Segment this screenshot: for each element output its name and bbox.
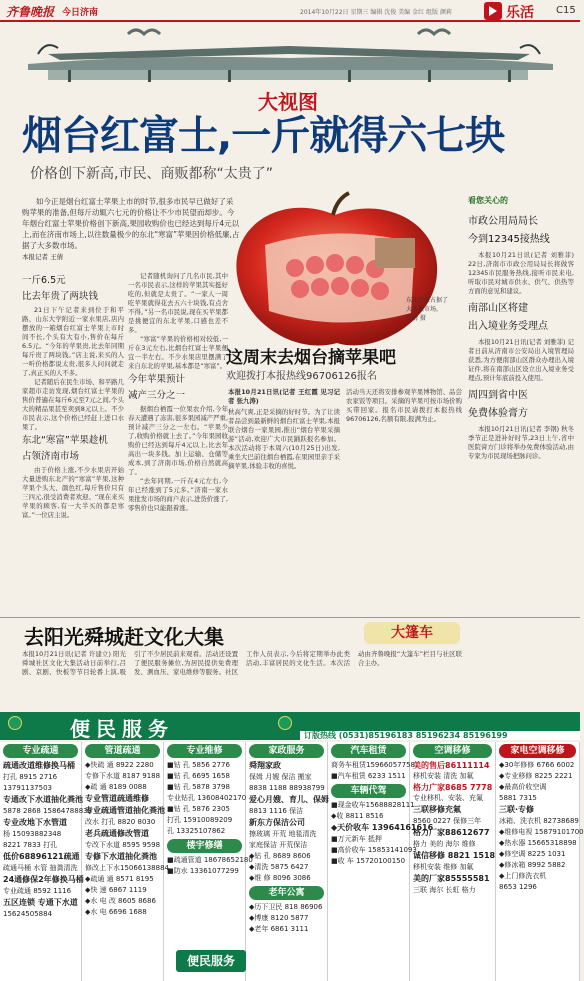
sidebar-item-body: 本报10月21日讯(记者 刘雅菲) 22日,济南市市政公用局局长将做客12345市民服务热线,接听市民来电,听取市民对城市供水、供气、供热等方面的意见和建议。 xyxy=(468,251,574,295)
page-header xyxy=(0,0,580,22)
services-bottom-logo: 便民服务 xyxy=(176,950,246,972)
service-listing: ◆修冰箱 8992 5882 xyxy=(499,861,566,869)
service-listing: 8813 1116 保洁 xyxy=(249,807,304,815)
feature-headline: 烟台红富士,一斤就得六七块 xyxy=(22,113,505,159)
service-listing: 改水 打孔 8820 8030 xyxy=(85,818,156,826)
service-listing: 格力厂家88612677 xyxy=(413,828,490,837)
band-ornament-icon xyxy=(278,716,292,730)
service-listing: 专业疏通管道抽化粪池 xyxy=(85,806,165,815)
service-listing: ◆30年修修 6766 6002 xyxy=(499,761,575,769)
service-listing: ◆水 电 6696 1688 xyxy=(85,908,147,916)
paragraph: 据烟台栖霞一位果农介绍,今年春天遭遇了冻害,很多果园减产严重,预计减产三分之一左右。“苹果少了,收购价格就上去了。”今年果园收购价已经达到每斤4元以上,比去年高出一块多钱。加上运输、仓储等成本,到了济南市场,价格自然就高了。 xyxy=(128,405,228,476)
service-listing: 孔 13325107862 xyxy=(167,827,226,835)
service-listing: ■高价收车 15853141093 xyxy=(331,846,417,854)
subheading: 一斤6.5元 xyxy=(22,275,66,286)
service-listing: 专业改地下水管道 xyxy=(3,818,67,827)
service-listing: 爱心月嫂、育儿、保姆 xyxy=(249,795,329,804)
feature-lede: 如今正是烟台红富士苹果上市的时节,很多市民早已做好了采购苹果的准备,但每斤动辄六七元的价格让不少市民望而却步。今年烟台红富士苹果价格创下新高,果园收购价也已经达到每斤4元以上,而在济南市场上,以往数量极少的东北“寒富”苹果因价格低廉,占据了大多数市场。 xyxy=(22,197,240,250)
service-listing: ■收 车 15720100150 xyxy=(331,857,406,865)
service-listing: ◆清洗 5875 6427 xyxy=(249,863,309,871)
feature2-paragraph-1: 秋高气爽,正是采摘的好时节。为了让读者品尝到最新鲜的烟台红富士苹果,本报联合烟台一家果园,推出“烟台苹果采摘游”活动,欢迎广大市民踊跃报名参加。本次活动将于本周六(10月25日)出发,乘坐大巴前往烟台栖霞,在果园里亲手采摘苹果,体验丰收的喜悦。 xyxy=(228,408,340,470)
edition-label: 今日济南 xyxy=(62,8,99,18)
service-listing: 诚信移修 8821 1518 xyxy=(413,851,496,860)
service-subheader: 楼宇修缮 xyxy=(167,839,242,853)
dateline: 2014年10月22日 星期三 编辑 沈俊 美编 金红 组版 颜莉 xyxy=(300,9,452,16)
service-column-header: 专业维修 xyxy=(167,744,242,758)
service-listing: ◆最高价收空调 xyxy=(499,783,547,791)
sidebar-item-title: 周四到省中医 xyxy=(468,390,528,401)
apple-photo xyxy=(225,193,450,353)
section-name: 乐活 xyxy=(506,5,534,21)
service-listing: 商务车租赁15966057758 xyxy=(331,761,415,769)
service-listing: ◆水 电 改 8605 8686 xyxy=(85,897,156,905)
divider xyxy=(0,617,580,618)
service-column xyxy=(82,742,169,981)
service-listing: 打孔 15910089209 xyxy=(167,816,233,824)
paragraph: 记者随机询问了几名市民,其中一名市民表示,这样的苹果其实挺好吃的,但就是太贵了。“一家人一周吃苹果就得花去五六十块钱,有点舍不得。”另一名市民说,现在买苹果都是挑便宜的东北苹果,口感也差不多。 xyxy=(128,272,228,334)
paragraph: “寒富”苹果的价格相对较低,一斤在3元左右,比烟台红富士苹果便宜一半左右。不少水果店里摆满了来自东北的苹果,基本都是“寒富”。 xyxy=(128,335,228,370)
feature2-title: 这周末去烟台摘苹果吧 xyxy=(226,348,396,368)
sidebar xyxy=(468,195,574,620)
service-listing: 五区连锁 专通下水道 xyxy=(3,898,78,907)
sidebar-item-title-2: 出入境业务受理点 xyxy=(468,321,548,332)
sidebar-item-body: 本报10月21日讯(记者 刘雅菲) 记者日前从济南市公安局出入境管理局获悉,为方便南部山区群众办理出入境证件,将在南部山区设立出入境业务受理点,预计年底前投入使用。 xyxy=(468,338,574,382)
service-listing: ◆疏通 通 8571 8195 xyxy=(85,875,154,883)
hotline-number: (0531)85196183 85196234 85196199 xyxy=(338,731,508,740)
service-listing: 新东方保洁公司 xyxy=(249,818,305,827)
paper-logo: 齐鲁晚报 xyxy=(6,5,55,19)
service-listing: ◆修空调 8225 1031 xyxy=(499,850,566,858)
service-listing: 5881 7315 xyxy=(499,794,537,802)
service-column xyxy=(328,742,434,981)
service-listing: 美的售后86111114 xyxy=(413,761,490,770)
feature-column-1 xyxy=(22,272,124,617)
service-listing: ◆上门修洗衣机 xyxy=(499,872,547,880)
service-column xyxy=(246,742,328,981)
service-listing: ◆博康 8120 5877 xyxy=(249,914,309,922)
service-listing: 杨 15093882348 xyxy=(3,830,62,838)
service-listing: ■钻 孔 5878 3798 xyxy=(167,783,230,791)
page-number: C15 xyxy=(556,5,576,16)
sidebar-item-title: 市政公用局局长 xyxy=(468,216,538,227)
sidebar-item-title-2: 今到12345接热线 xyxy=(468,234,550,245)
service-listing: ■钻 孔 5856 2776 xyxy=(167,761,230,769)
service-listing: ◆收 8811 8516 xyxy=(331,812,384,820)
service-listing: 8221 7833 打孔 xyxy=(3,841,58,849)
sidebar-item-title: 南部山区将建 xyxy=(468,303,528,314)
service-listing: 8838 1188 88938799 xyxy=(249,784,325,792)
lower-article-text: 本报10月21日讯(记者 许建立) 阳光舜城社区文化大集活动日前举行,吕剧、京剧、快板等节目轮番上演,吸引了不少居民前来观看。活动还设置了便民服务摊位,为居民提供免费理发、测血压、家电维修等服务。社区工作人员表示,今后将定期举办此类活动,丰富居民的文化生活。本次活动由齐鲁晚报“大篷车”栏目与社区联合主办。 xyxy=(22,650,462,676)
service-listing: 专业疏通 8592 1116 xyxy=(3,887,72,895)
service-listing: 美的厂家85555581 xyxy=(413,874,490,883)
service-listing: 三联移修充氟 xyxy=(413,805,461,814)
service-column-header: 管道疏通 xyxy=(85,744,160,758)
service-listing: ■钻 孔 6695 1658 xyxy=(167,772,230,780)
service-column-header: 汽车租赁 xyxy=(331,744,406,758)
service-column-header: 家政服务 xyxy=(249,744,324,758)
subheading: 今年苹果预计 xyxy=(128,374,186,385)
hotline-label: 订版热线 xyxy=(304,731,336,740)
feature2-paragraph-2: 活动当天还将安排参观苹果博物馆、品尝农家饭等项目。采摘的苹果可按市场价购买带回家。报名市民请拨打本报热线96706126,名额有限,报满为止。 xyxy=(346,388,462,423)
service-column-header: 空调移修 xyxy=(413,744,492,758)
service-listing: ■现金收车15688828111 xyxy=(331,801,415,809)
service-listing: 擦玻璃 开荒 地毯清洗 xyxy=(249,830,317,838)
service-listing: ◆热水器 15665318898 xyxy=(499,839,577,847)
service-listing: 专修下水道抽化粪池 xyxy=(85,852,157,861)
service-listing: 24通修保2年修换马桶 xyxy=(3,875,84,884)
service-subheader: 老年公寓 xyxy=(249,886,324,900)
service-listing: ◆历下卫民 818 86906 xyxy=(249,903,323,911)
service-column-header: 专业疏通 xyxy=(3,744,78,758)
band-ornament-icon xyxy=(8,716,22,730)
paragraph: 由于价格上涨,不少水果店开始大量进购东北产的“寒富”苹果,这种苹果个头大、颜色红,每斤售价只有三四元,很受消费者欢迎。“现在来买苹果的顾客,有一大半买的都是寒富。”一位店主说。 xyxy=(22,466,124,519)
subheading: 减产三分之一 xyxy=(128,390,186,401)
lower-article xyxy=(22,650,462,708)
service-listing: 8653 1296 xyxy=(499,883,537,891)
service-listing: 保姆 月嫂 保洁 搬家 xyxy=(249,773,312,781)
service-listing: ◆天价收车 13964161616 xyxy=(331,823,434,832)
service-listing: 8560 0227 保修三年 xyxy=(413,817,482,825)
service-listing: 冰箱、洗衣机 82738689 xyxy=(499,817,579,825)
photo-caption: 东北苹果占据了大多数市场。 王倩 摄 xyxy=(406,297,449,322)
service-listing: 13791137503 xyxy=(3,784,52,792)
paragraph: 记者随后在民生市场、和平路几家超市走访发现,烟台红富士苹果的售价普遍在每斤6元至7元之间,个头大的精品果甚至卖到8元以上。不少市民表示,这个价格已经赶上进口水果了。 xyxy=(22,378,124,431)
service-listing: 专业移机、安装、充氟 xyxy=(413,794,483,802)
hotline-strip xyxy=(300,731,580,740)
service-listing: 移机安装 清洗 加氟 xyxy=(413,772,474,780)
feature2-column-1 xyxy=(228,388,340,616)
service-listing: 三联 海尔 长虹 格力 xyxy=(413,886,476,894)
service-listing: ■钻 孔 5876 2305 xyxy=(167,805,230,813)
service-listing: 专通改下水道抽化粪池 xyxy=(3,795,83,804)
service-listing: ■汽车租赁 6233 1511 xyxy=(331,772,406,780)
service-listing: 格力广家8685 7778 xyxy=(413,783,493,792)
service-listing: 低价68896121疏通 xyxy=(3,852,80,861)
service-listing: ◆疏 通 8189 0088 xyxy=(85,783,147,791)
services-title: 便民服务 xyxy=(70,717,174,741)
service-listing: 三联·专修 xyxy=(499,805,535,814)
service-column xyxy=(496,742,584,981)
service-listing: 专业钻孔 13608402170 xyxy=(167,794,247,802)
feature-byline: 本报记者 王倩 xyxy=(22,253,64,261)
service-listing: ■万元新车 抵押 xyxy=(331,835,382,843)
section-arrow-icon xyxy=(484,2,502,20)
service-listing: 疏通改道维修换马桶 xyxy=(3,761,75,770)
feature-subhead: 价格创下新高,市民、商贩都称“太贵了” xyxy=(30,166,273,182)
service-listing: ◆专业移修 8225 2221 xyxy=(499,772,573,780)
service-listing: 老兵疏通修改管道 xyxy=(85,829,149,838)
service-listing: ◆快 速 6867 1119 xyxy=(85,886,147,894)
service-listing: ◆钻 孔 8689 8606 xyxy=(249,852,311,860)
service-listing: ■疏通管道 18678652180 xyxy=(167,856,253,864)
service-column xyxy=(410,742,496,981)
subheading: 占领济南市场 xyxy=(22,451,80,462)
sidebar-item-body: 本报10月21日讯(记者 李钢) 秋冬季节正是进补好时节,23日上午,省中医院膏方门诊将举办免费体验活动,由专家为市民现场把脉问诊。 xyxy=(468,425,574,460)
service-listing: ◆老年 6861 3111 xyxy=(249,925,309,933)
service-listing: 疏通马桶 水管 抽粪清洗 xyxy=(3,864,78,872)
service-listing: 专修下水道 8187 9188 xyxy=(85,772,161,780)
service-listing: ◆维修电视 15879101700 xyxy=(499,828,584,836)
feature2-column-2 xyxy=(346,388,462,616)
feature2-subtitle: 欢迎拨打本报热线96706126报名 xyxy=(226,371,377,382)
sidebar-item-title-2: 免费体验膏方 xyxy=(468,408,528,419)
service-listing: 专业管道疏通维修 xyxy=(85,794,149,803)
feature2-byline: 本报10月21日讯(记者 王红霞 见习记者 张九涛) xyxy=(228,388,340,405)
service-listing: 移机安装 维修 加氟 xyxy=(413,863,474,871)
service-listing: 修改上下水15066138884 xyxy=(85,864,169,872)
service-listing: 舜翔家政 xyxy=(249,761,281,770)
bus-logo: 大篷车 xyxy=(364,622,460,644)
service-column xyxy=(164,742,253,981)
subheading: 东北“寒富”苹果趁机 xyxy=(22,435,108,446)
paragraph: 21日下午记者来到位于和平路、山东大学附近一家水果店,店内摆放的一箱烟台红富士苹果上市时间不长,个头有大有小,售价在每斤6.5元。“今年的苹果贵,比去年同期每斤贵了两块钱。”店主说,来买的人一听价格都说太贵,很多人问问就走了,真正买的人不多。 xyxy=(22,306,124,377)
services-grid xyxy=(0,742,584,981)
feature-column-2 xyxy=(128,272,228,617)
service-listing: 格力 美的 海尔 维修 xyxy=(413,840,476,848)
service-listing: 专改下水道 8595 9598 xyxy=(85,841,161,849)
sidebar-tag: 看您关心的 xyxy=(468,196,508,205)
feature-kicker: 大视图 xyxy=(258,90,318,114)
service-listing: 5878 2868 15864788838 xyxy=(3,807,93,815)
service-listing: 打孔 8915 2716 xyxy=(3,773,58,781)
lower-headline: 去阳光舜城赶文化大集 xyxy=(24,625,224,649)
subheading: 比去年贵了两块钱 xyxy=(22,291,99,302)
service-listing: 家庭保洁 开荒保洁 xyxy=(249,841,308,849)
service-listing: ■防水 13361077299 xyxy=(167,867,239,875)
temple-roof-illustration xyxy=(8,24,570,82)
service-column-header: 家电空调移修 xyxy=(499,744,576,758)
service-subheader: 车辆代驾 xyxy=(331,784,406,798)
service-listing: ◆维 修 8096 3086 xyxy=(249,874,311,882)
service-column xyxy=(0,742,93,981)
service-listing: 15624505884 xyxy=(3,910,52,918)
paragraph: “去年同期,一斤在4元左右,今年已经涨到了5元多。”济南一家水果批发市场的商户表示,进货价涨了,零售价也只能跟着涨。 xyxy=(128,477,228,512)
service-listing: ◆快疏 通 8922 2280 xyxy=(85,761,154,769)
